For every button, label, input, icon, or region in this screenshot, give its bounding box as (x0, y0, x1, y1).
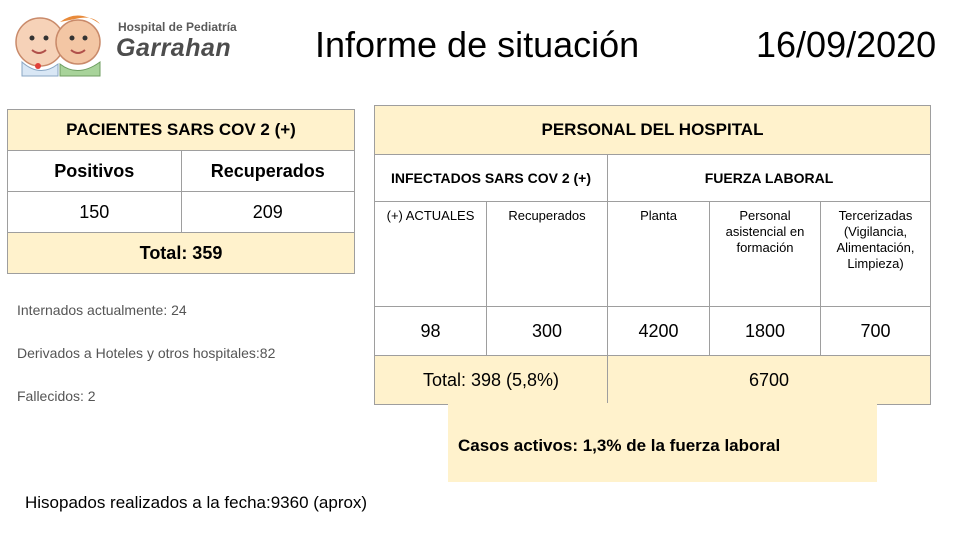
training-value: 1800 (710, 307, 821, 356)
current-header: (+) ACTUALES (375, 202, 487, 307)
hospitalized-note: Internados actualmente: 24 (17, 302, 187, 318)
positive-value: 150 (8, 192, 182, 233)
plant-value: 4200 (608, 307, 710, 356)
deceased-note: Fallecidos: 2 (17, 388, 96, 404)
current-value: 98 (375, 307, 487, 356)
report-date: 16/09/2020 (756, 24, 937, 65)
active-cases-text: Casos activos: 1,3% de la fuerza laboral (458, 436, 781, 455)
patients-table-title: PACIENTES SARS COV 2 (+) (8, 110, 355, 151)
logo-name: Garrahan (116, 34, 232, 62)
outsourced-value: 700 (821, 307, 931, 356)
swabs-note: Hisopados realizados a la fecha:9360 (aprox) (25, 493, 368, 512)
patients-total: Total: 359 (8, 233, 355, 274)
infected-total: Total: 398 (5,8%) (375, 356, 608, 405)
patients-table (7, 109, 355, 274)
children-logo-icon (8, 8, 118, 78)
recovered-value: 209 (181, 192, 355, 233)
logo-subtitle: Hospital de Pediatría (118, 20, 237, 34)
outsourced-header: Tercerizadas (Vigilancia, Alimentación, Limpieza) (821, 202, 931, 307)
referred-note: Derivados a Hoteles y otros hospitales:82 (17, 345, 276, 361)
workforce-total: 6700 (608, 356, 931, 405)
staff-table-title: PERSONAL DEL HOSPITAL (375, 106, 931, 155)
staff-table (374, 105, 931, 405)
report-title: Informe de situación (315, 24, 640, 65)
positive-header: Positivos (8, 151, 182, 192)
staff-recovered-header: Recuperados (487, 202, 608, 307)
recovered-header: Recuperados (181, 151, 355, 192)
plant-header: Planta (608, 202, 710, 307)
infected-header: INFECTADOS SARS COV 2 (+) (375, 155, 608, 202)
staff-recovered-value: 300 (487, 307, 608, 356)
training-header: Personal asistencial en formación (710, 202, 821, 307)
workforce-header: FUERZA LABORAL (608, 155, 931, 202)
